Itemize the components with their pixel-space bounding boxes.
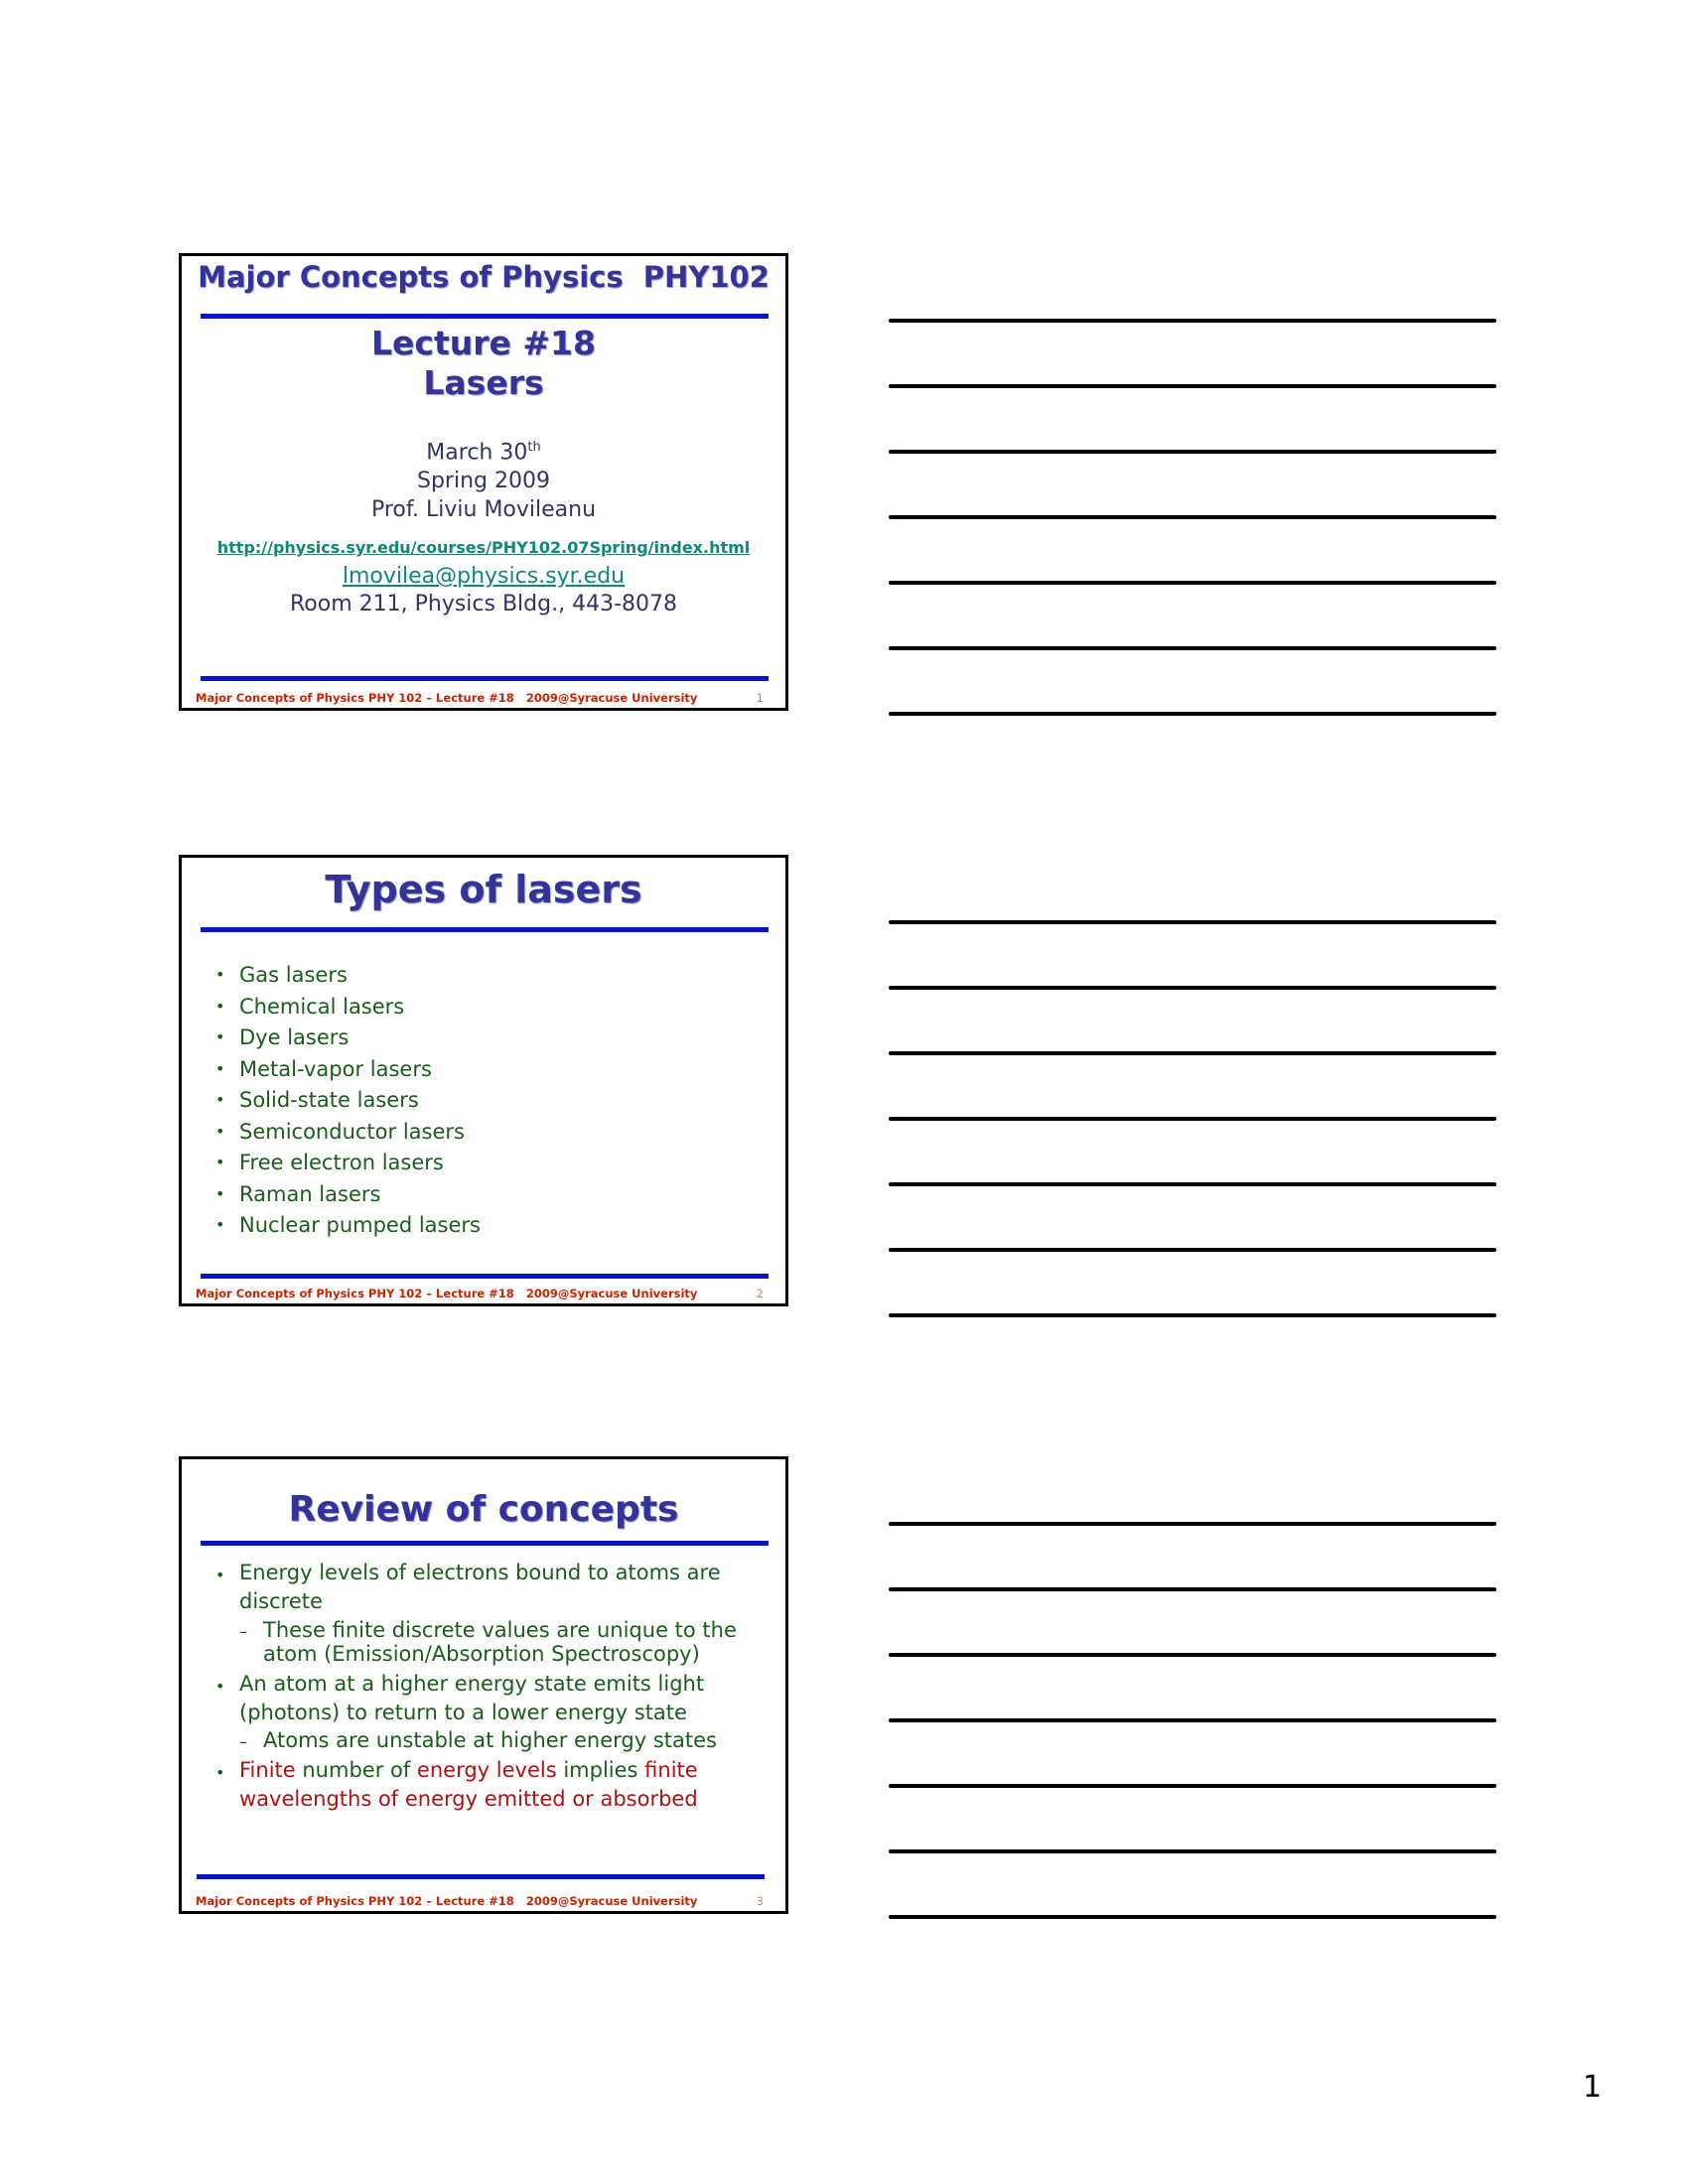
note-line [889,384,1496,388]
term: Spring 2009 [417,469,550,493]
emphasis-text: energy levels [416,1758,557,1782]
note-line [889,1587,1496,1591]
course-url-link[interactable]: http://physics.syr.edu/courses/PHY102.07Spring/index.html [216,538,751,557]
list-item: • Nuclear pumped lasers [215,1213,481,1245]
lecture-number: Lecture #18 [371,324,596,362]
note-line [889,515,1496,519]
note-line [889,1653,1496,1657]
footer-rule [201,676,769,681]
list-item-emphasis [215,1756,772,1814]
note-line [889,1313,1496,1317]
header-rule [201,314,769,319]
plain-text: number of [295,1758,417,1782]
note-line [889,646,1496,650]
date-text: March 30 [426,440,528,466]
list-item: • Chemical lasers [215,995,481,1026]
page-number: 1 [1583,2070,1603,2105]
list-item: • An atom at a higher energy state emits light (photons) to return to a lower energy state [215,1670,772,1727]
note-line [889,986,1496,990]
note-line [889,450,1496,454]
slide-footer [196,1894,772,1908]
list-item: • Dye lasers [215,1025,481,1057]
slide-number: 3 [756,1894,764,1908]
list-item: • Solid-state lasers [215,1088,481,1120]
slide-title: Types of lasers [325,868,642,911]
emphasis-text: finite wavelengths of energy emitted or absorbed [239,1758,698,1811]
note-line [889,1849,1496,1853]
course-header: Major Concepts of Physics PHY102 [198,260,770,294]
sub-list-item: – These finite discrete values are unique to the atom (Emission/Absorption Spectroscopy) [215,1618,772,1666]
note-line [889,581,1496,585]
header-rule [201,927,769,932]
footer-rule [201,1274,769,1279]
email-link[interactable]: lmovilea@physics.syr.edu [342,564,626,589]
footer-text: Major Concepts of Physics PHY 102 – Lecture #18 2009@Syracuse University [196,1287,698,1300]
footer-text: Major Concepts of Physics PHY 102 – Lecture #18 2009@Syracuse University [196,691,698,705]
sub-list-item: – Atoms are unstable at higher energy states [215,1728,772,1752]
note-line [889,1051,1496,1055]
list-item: • Energy levels of electrons bound to atoms are discrete [215,1559,772,1616]
emphasis-text: Finite [239,1758,296,1782]
slide-3 [179,1456,788,1914]
slide-title: Review of concepts [288,1489,679,1530]
footer-rule [197,1874,765,1879]
instructor: Prof. Liviu Movileanu [370,497,597,522]
list-item: • Raman lasers [215,1182,481,1214]
note-line [889,1915,1496,1919]
note-line [889,1117,1496,1121]
note-line [889,1522,1496,1526]
lecture-topic: Lasers [423,363,544,402]
review-list [215,1559,772,1814]
header-rule [201,1541,769,1546]
note-line [889,1718,1496,1722]
note-line [889,920,1496,924]
slide-2 [179,855,788,1306]
slide-number: 2 [756,1287,764,1300]
note-line [889,1182,1496,1186]
slide-1 [179,253,788,711]
note-line [889,1248,1496,1252]
note-line [889,1784,1496,1788]
lecture-date [182,440,785,465]
list-item: • Metal-vapor lasers [215,1057,481,1089]
date-suffix: th [527,440,541,455]
list-item: • Free electron lasers [215,1151,481,1182]
note-line [889,712,1496,716]
slide-footer [196,1287,772,1300]
list-item: • Gas lasers [215,963,481,995]
list-item: • Semiconductor lasers [215,1120,481,1152]
plain-text: implies [556,1758,645,1782]
note-line [889,319,1496,323]
laser-types-list [215,963,481,1245]
slide-number: 1 [756,691,764,705]
slide-footer [196,691,772,705]
footer-text: Major Concepts of Physics PHY 102 – Lecture #18 2009@Syracuse University [196,1894,698,1908]
office-info: Room 211, Physics Bldg., 443-8078 [289,592,677,616]
